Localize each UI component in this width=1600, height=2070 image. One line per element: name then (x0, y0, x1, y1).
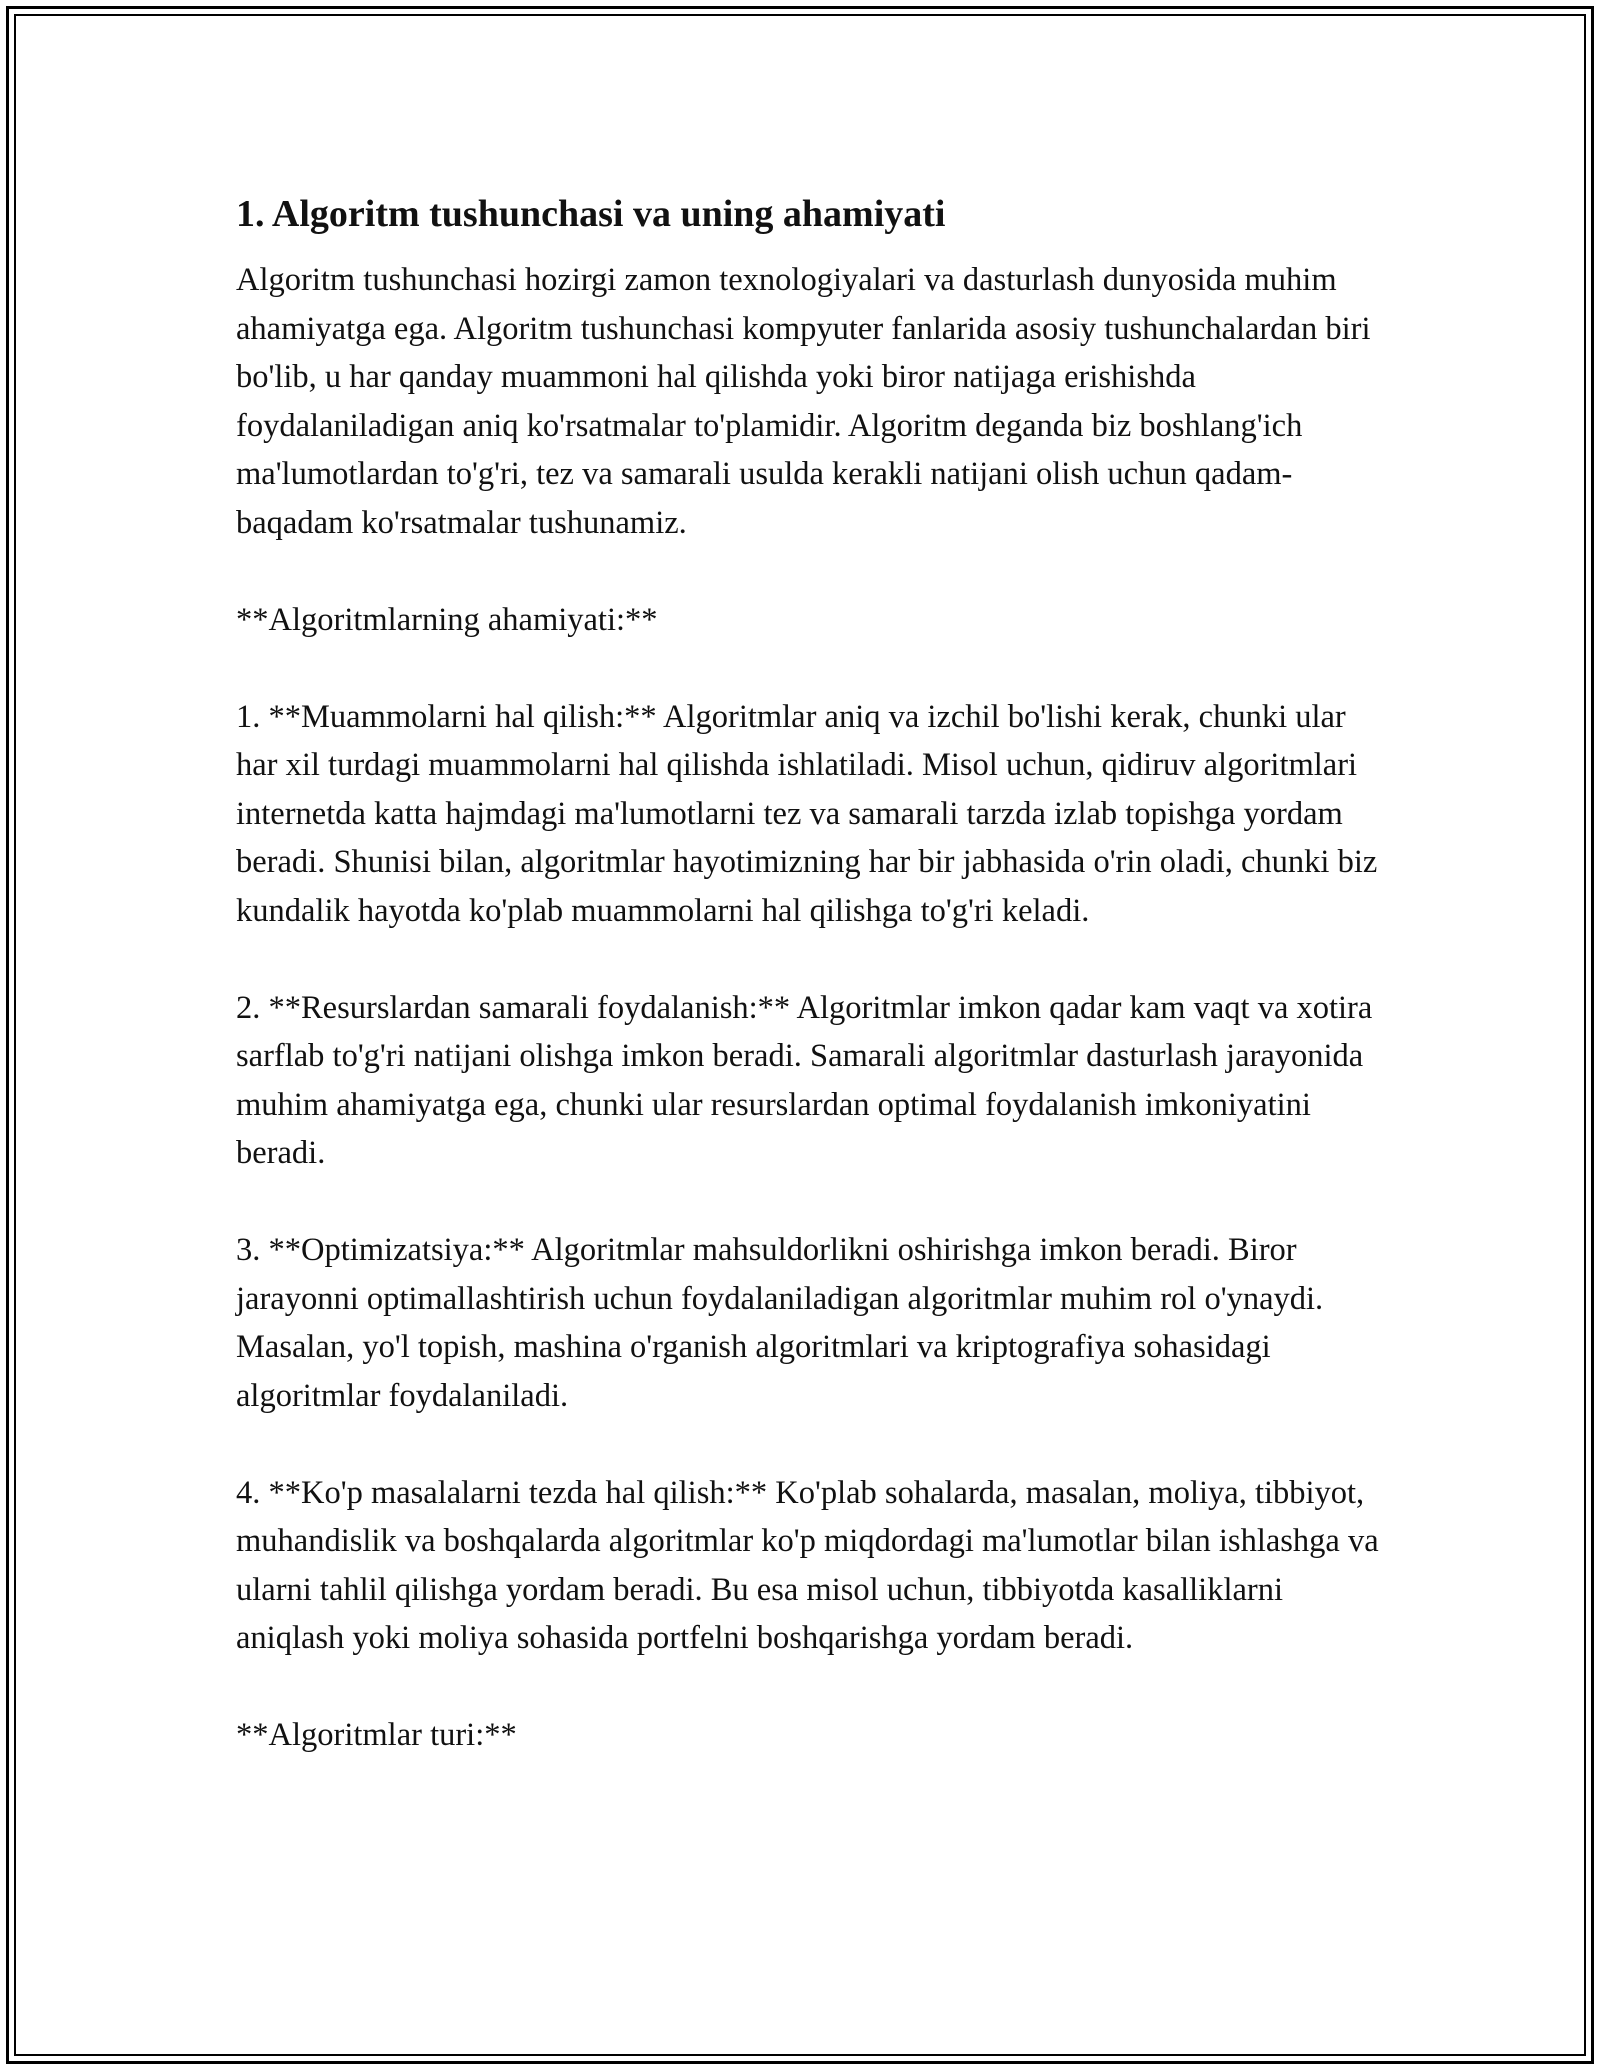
intro-paragraph: Algoritm tushunchasi hozirgi zamon texnologiyalari va dasturlash dunyosida muhim ahamiyatga ega. Algoritm tushunchasi kompyuter fanlarida asosiy tushunchalardan biri bo'lib, u har qanday muammoni hal qilishda yoki biror natijaga erishishda foydalaniladigan aniq ko'rsatmalar to'plamidir. Algoritm deganda biz boshlang'ich ma'lumotlardan to'g'ri, tez va samarali usulda kerakli natijani olish uchun qadam-baqadam ko'rsatmalar tushunamiz. (236, 262, 1371, 541)
importance-subheading: **Algoritmlarning ahamiyati:** (236, 601, 658, 638)
types-subheading: **Algoritmlar turi:** (236, 1717, 517, 1753)
list-item-problem-solving: 1. **Muammolarni hal qilish:** Algoritmlar aniq va izchil bo'lishi kerak, chunki ular har xil turdagi muammolarni hal qilishda ishlatiladi. Misol uchun, qidiruv algoritmlari internetda katta hajmdagi ma'lumotlarni tez va samarali tarzda izlab topishga yordam beradi. Shunisi bilan, algoritmlar hayotimizning har bir jabhasida o'rin oladi, chunki biz kundalik hayotda ko'plab muammolarni hal qilishga to'g'ri keladi. (236, 698, 1378, 929)
list-item-optimization: 3. **Optimizatsiya:** Algoritmlar mahsuldorlikni oshirishga imkon beradi. Biror jarayonni optimallashtirish uchun foydalaniladigan algoritmlar muhim rol o'ynaydi. Masalan, yo'l topish, mashina o'rganish algoritmlari va kriptografiya sohasidagi algoritmlar foydalaniladi. (236, 1232, 1324, 1414)
section-heading: 1. Algoritm tushunchasi va uning ahamiyati (236, 193, 946, 235)
document-body (236, 190, 1386, 1808)
list-item-resource-efficiency: 2. **Resurslardan samarali foydalanish:** Algoritmlar imkon qadar kam vaqt va xotira sarflab to'g'ri natijani olishga imkon beradi. Samarali algoritmlar dasturlash jarayonida muhim ahamiyatga ega, chunki ular resurslardan optimal foydalanish imkoniyatini beradi. (236, 989, 1373, 1171)
list-item-fast-solving: 4. **Ko'p masalalarni tezda hal qilish:** Ko'plab sohalarda, masalan, moliya, tibbiyot, muhandislik va boshqalarda algoritmlar ko'p miqdordagi ma'lumotlar bilan ishlashga va ularni tahlil qilishga yordam beradi. Bu esa misol uchun, tibbiyotda kasalliklarni aniqlash yoki moliya sohasida portfelni boshqarishga yordam beradi. (236, 1474, 1379, 1656)
